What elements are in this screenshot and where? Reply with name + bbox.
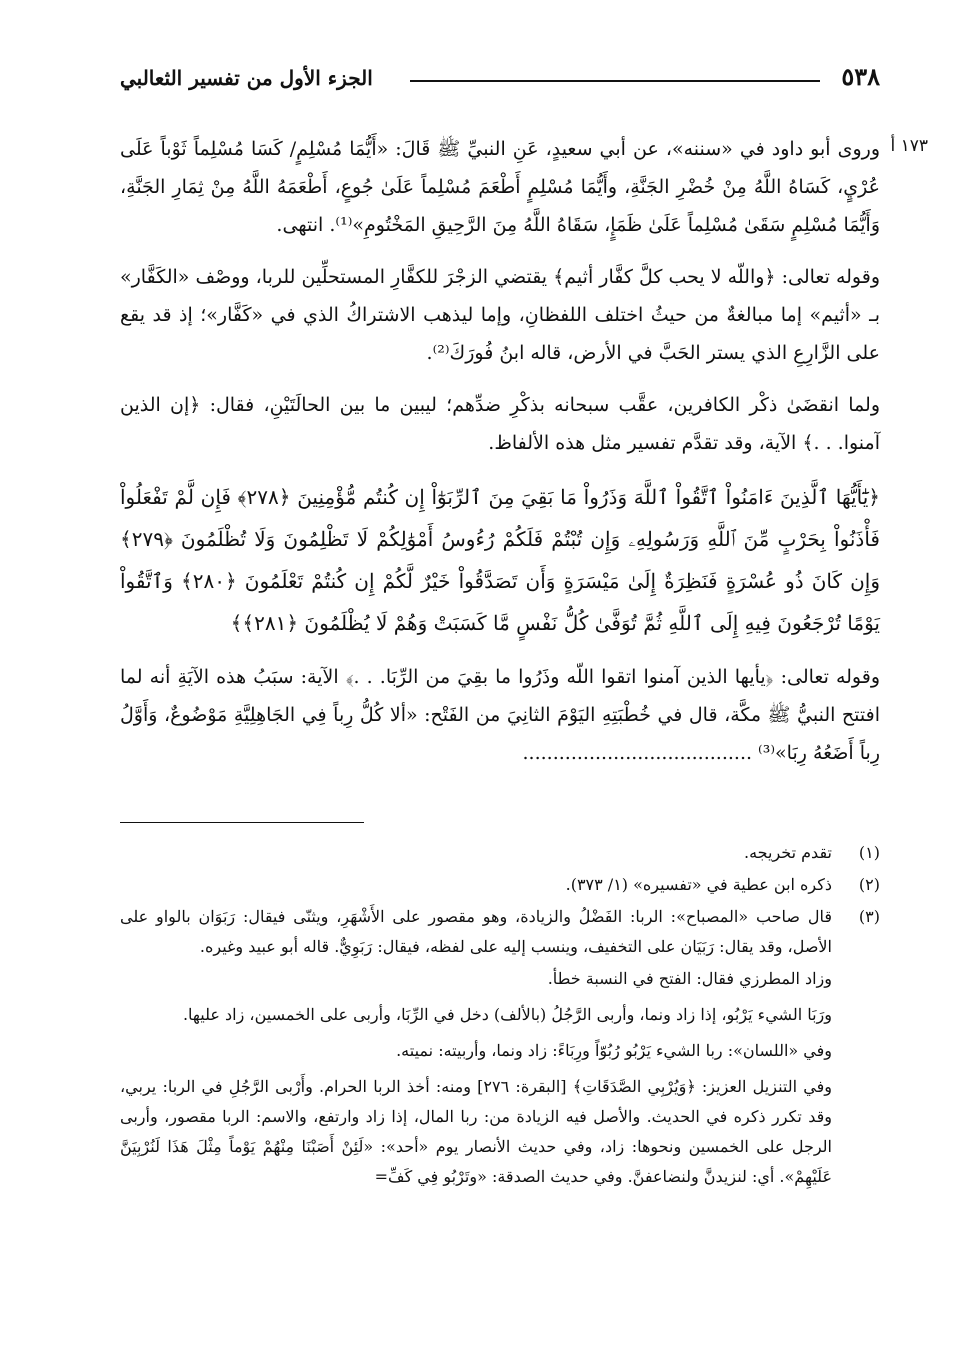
paragraph: ولما انقضَىٰ ذكْر الكافرين، عقَّب سبحانه بذكْرِ ضدِّهم؛ ليبين ما بين الحالَتَيْنِ، فقال: ﴿إن الذين آمنوا. . .﴾ الآية، وقد تقدَّم تفسير مثل هذه الألفاظ. <box>120 394 880 454</box>
paragraph: وقوله تعالى: ﴿واللّه لا يحب كلَّ كفَّار أثيم﴾ يقتضي الزجْرَ للكفَّارِ المستحلِّين للربا، ووصْف «الكَفَّار» بـ «أثيم» إما مبالغةٌ من حيثُ اختلف اللفظانِ، وإما ليذهب الاشتراكُ الذي في «كَفَّار»؛ إذ قد يقع على الزَّارِعِ الذي يستر الحَبَّ في الأرض، قاله ابنُ فُورَكَ⁽²⁾. <box>120 266 880 364</box>
footnote-number: (٢) <box>858 875 880 894</box>
footnote-separator <box>120 822 364 823</box>
footnote-text: ذكره ابن عطية في «تفسيره» (١/ ٣٧٣). <box>565 875 832 894</box>
footnote-continuation: وفي «اللسان»: ربا الشيء يَرْبُو رُبُوّاً ورِبَاءً: زاد ونما، وأربيته: نميته. <box>396 1041 832 1060</box>
manuscript-folio-marker: ١٧٣ أ <box>890 136 928 156</box>
header-rule <box>410 80 820 82</box>
page-header <box>120 62 880 102</box>
footnote-continuation: وفي التنزيل العزيز: ﴿وَيُرْبِي الصَّدَقَاتِ﴾ [البقرة: ٢٧٦] ومنه: أخذ الربا الحرام. وأَرْبى الرَّجُلِ في الربا: يربي، وقد تكرر ذكره في الحديث. والأصل فيه الزيادة من: ربا المال، إذا زاد وارتفع، والاسم: الربا مقصور، وأربى الرجل على الخمسين ونحوها: زاد، وفي حديث الأنصار يوم «أحد»: «لَئِنْ أَصَبْنَا مِنْهُمْ يَوْماً مِثْلَ هَذَا لَنُرْبِيَنَّ عَلَيْهِمْ». أي: لنزيدنَّ ولنضاعفنَّ. وفي حديث الصدقة: «وتَرْبُو فِي كَفِّ= <box>120 1077 832 1186</box>
paragraph: وروى أبو داود في «سننه»، عن أبي سعيدٍ، عَنِ النبيِّ ﷺ قَالَ: «أَيُّمَا مُسْلِمٍ/ كَسَا مُسْلِماً ثَوْباً عَلَى عُرْيٍ، كَسَاهُ اللَّهُ مِنْ خُضْرِ الجَنَّةِ، وأَيُّمَا مُسْلِمٍ أَطْعَمَ مُسْلِماً عَلَىٰ جُوعٍ، أَطْعَمَهُ اللَّهُ مِنْ ثِمَارِ الجَنَّةِ، وَأَيُّمَا مُسْلِمٍ سَقَىٰ مُسْلِماً عَلَىٰ ظَمَإٍ، سَقَاهُ اللَّهُ مِنَ الرَّحِيقِ المَخْتُومِ»⁽¹⁾. انتهى. <box>120 138 880 236</box>
running-title: الجزء الأول من تفسير الثعالبي <box>120 66 373 90</box>
footnote-number: (١) <box>858 843 880 862</box>
main-text <box>120 130 880 786</box>
footnotes <box>120 838 880 1198</box>
footnote <box>120 902 880 962</box>
page-number: ٥٣٨ <box>841 62 880 91</box>
footnote-continuation: ورَبَا الشيء يَرْبُو، إذا زاد ونما، وأربى الرَّجُلُ (بالألف) دخل في الرِّبَا، وأربى على الخمسين، زاد عليها. <box>182 1005 832 1024</box>
footnote-text: قال صاحب «المصباح»: الربا: الفَضْلُ والزيادة، وهو مقصور على الأَشْهَرِ، ويثنّى فيقال: رَبَوَان بالواو على الأصل، وقد يقال: رَبَيَان على التخفيف، وينسب إليه على لفظه، فيقال: رَبَوِيٌّ. قاله أبو عبيد وغيره. <box>120 907 832 956</box>
quran-passage: ﴿يَٰٓأَيُّهَا ٱلَّذِينَ ءَامَنُواْ ٱتَّقُواْ ٱللَّهَ وَذَرُواْ مَا بَقِيَ مِنَ ٱلرِّبَوٰٓاْ إِن كُنتُم مُّؤْمِنِينَ ﴿٢٧٨﴾ فَإِن لَّمْ تَفْعَلُواْ فَأْذَنُواْ بِحَرْبٍ مِّنَ ٱللَّهِ وَرَسُولِهِۦ وَإِن تُبْتُمْ فَلَكُمْ رُءُوسُ أَمْوَٰلِكُمْ لَا تَظْلِمُونَ وَلَا تُظْلَمُونَ ﴿٢٧٩﴾ وَإِن كَانَ ذُو عُسْرَةٍ فَنَظِرَةٌ إِلَىٰ مَيْسَرَةٍ وَأَن تَصَدَّقُواْ خَيْرٌ لَّكُمْ إِن كُنتُمْ تَعْلَمُونَ ﴿٢٨٠﴾ وَٱتَّقُواْ يَوْمًا تُرْجَعُونَ فِيهِ إِلَى ٱللَّهِ ثُمَّ تُوَفَّىٰ كُلُّ نَفْسٍ مَّا كَسَبَتْ وَهُمْ لَا يُظْلَمُونَ ﴿٢٨١﴾﴾ <box>120 485 880 635</box>
footnote-continuation: وزاد المطرزي فقال: الفتح في النسبة خطأ. <box>547 969 832 988</box>
footnote <box>120 870 880 900</box>
footnote-number: (٣) <box>858 907 880 926</box>
footnote <box>120 838 880 868</box>
paragraph: وقوله تعالى: ﴿يأيها الذين آمنوا اتقوا اللّه وذَرُوا ما بقِيَ من الرِّبَا. . .﴾ الآية: سبَبُ هذه الآيَةِ أنه لما افتتح النبيُّ ﷺ مكَّة، قال في خُطْبَتِهِ اليَوْمَ الثانِيَ من الفَتْح: «ألا كُلُّ رِباً فِي الجَاهِلِيَّةِ مَوْضُوعٌ، وَأَوَّلُ رِباً أَضَعُهُ رِبَا»⁽³⁾ ...................................... <box>120 666 880 764</box>
footnote-text: تقدم تخريجه. <box>744 843 832 862</box>
